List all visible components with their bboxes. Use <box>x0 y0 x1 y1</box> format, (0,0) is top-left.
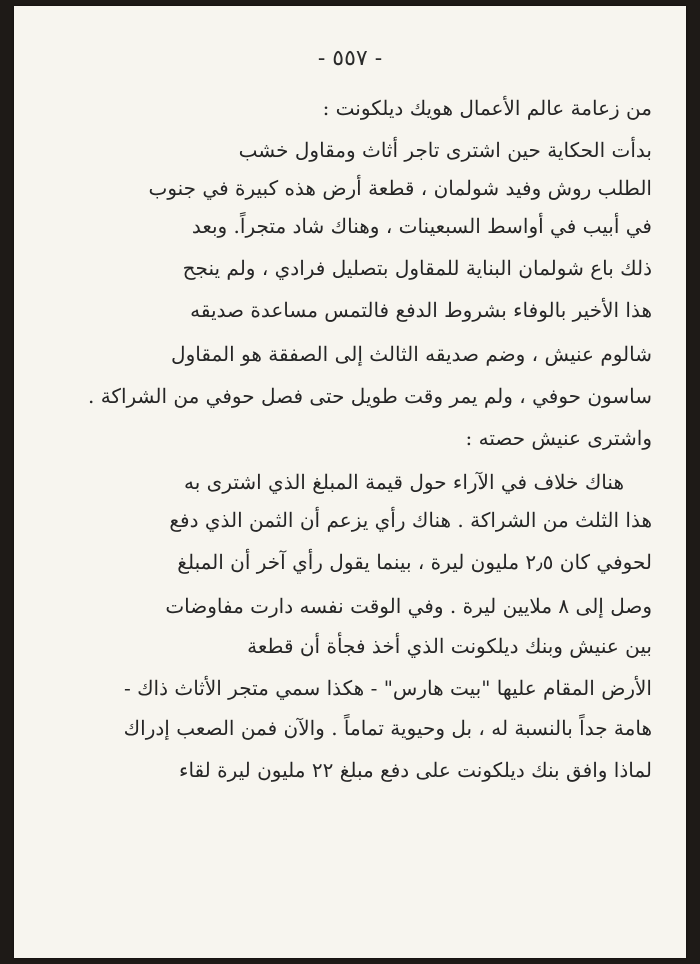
text-line: لماذا وافق بنك ديلكونت على دفع مبلغ ٢٢ مليون ليرة لقاء <box>179 758 652 782</box>
text-line: بين عنيش وبنك ديلكونت الذي أخذ فجأة أن قطعة <box>247 634 652 658</box>
text-line: لحوفي كان ٢٫٥ مليون ليرة ، بينما يقول رأي آخر أن المبلغ <box>177 550 652 574</box>
text-line: هذا الأخير بالوفاء بشروط الدفع فالتمس مساعدة صديقه <box>190 298 652 322</box>
text-line: الطلب روش وفيد شولمان ، قطعة أرض هذه كبيرة في جنوب <box>148 176 652 200</box>
text-line: واشترى عنيش حصته : <box>465 426 652 450</box>
text-line: شالوم عنيش ، وضم صديقه الثالث إلى الصفقة هو المقاول <box>171 342 652 366</box>
text-line: ساسون حوفي ، ولم يمر وقت طويل حتى فصل حوفي من الشراكة . <box>87 384 652 408</box>
text-line: ذلك باع شولمان البناية للمقاول بتصليل فرادي ، ولم ينجح <box>182 256 652 280</box>
page-number: - ٥٥٧ - <box>317 46 383 71</box>
text-line: بدأت الحكاية حين اشترى تاجر أثاث ومقاول خشب <box>238 138 652 162</box>
text-line: هذا الثلث من الشراكة . هناك رأي يزعم أن الثمن الذي دفع <box>169 508 652 532</box>
text-line: من زعامة عالم الأعمال هويك ديلكونت : <box>322 96 652 120</box>
text-line: وصل إلى ٨ ملايين ليرة . وفي الوقت نفسه دارت مفاوضات <box>165 594 652 618</box>
text-line: هامة جداً بالنسبة له ، بل وحيوية تماماً . والآن فمن الصعب إدراك <box>123 716 652 740</box>
text-line: هناك خلاف في الآراء حول قيمة المبلغ الذي اشترى به <box>184 470 624 494</box>
text-line: في أبيب في أواسط السبعينات ، وهناك شاد متجراً. وبعد <box>191 214 652 238</box>
document-page <box>14 6 686 958</box>
text-line: الأرض المقام عليها "بيت هارس" - هكذا سمي متجر الأثاث ذاك - <box>123 676 652 700</box>
